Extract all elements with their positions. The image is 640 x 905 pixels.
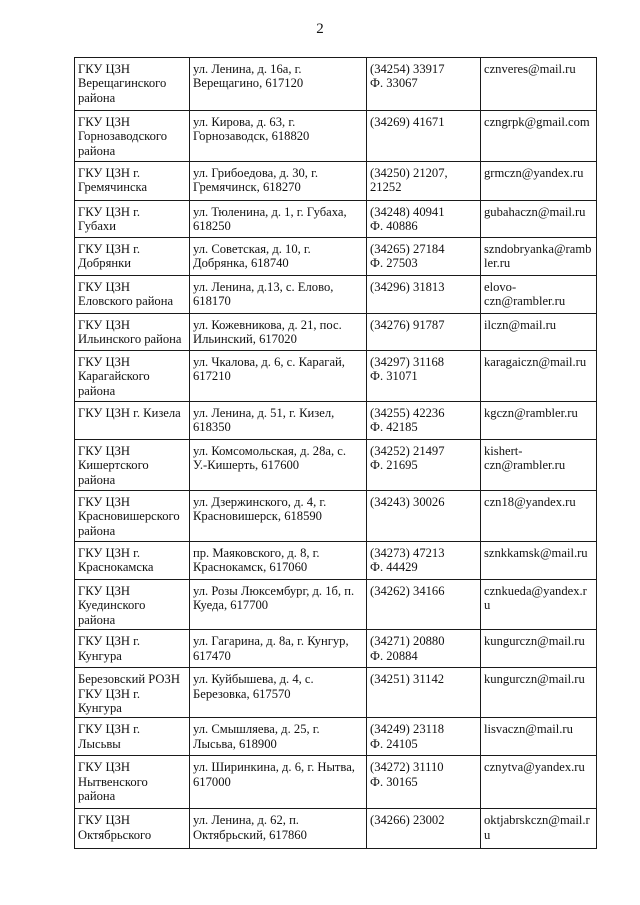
email-cell: kungurczn@mail.ru: [481, 668, 597, 718]
table-row: [75, 542, 597, 580]
org-cell: ГКУ ЦЗН Горнозаводского района: [75, 111, 190, 162]
phone-cell: (34276) 91787: [367, 314, 481, 351]
address-cell: ул. Дзержинского, д. 4, г. Красновишерск, 618590: [190, 491, 367, 542]
table-body: [75, 58, 597, 849]
phone-cell: (34248) 40941 Ф. 40886: [367, 201, 481, 238]
org-cell: ГКУ ЦЗН Кишертского района: [75, 440, 190, 491]
phone-cell: (34269) 41671: [367, 111, 481, 162]
address-cell: ул. Тюленина, д. 1, г. Губаха, 618250: [190, 201, 367, 238]
email-cell: cznytva@yandex.ru: [481, 756, 597, 809]
phone-cell: (34254) 33917 Ф. 33067: [367, 58, 481, 111]
email-cell: cznkueda@yandex.ru: [481, 580, 597, 630]
table-row: [75, 111, 597, 162]
phone-cell: (34265) 27184 Ф. 27503: [367, 238, 481, 276]
table-row: [75, 756, 597, 809]
address-cell: ул. Ширинкина, д. 6, г. Нытва, 617000: [190, 756, 367, 809]
address-cell: ул. Розы Люксембург, д. 1б, п. Куеда, 617700: [190, 580, 367, 630]
phone-cell: (34297) 31168 Ф. 31071: [367, 351, 481, 402]
email-cell: ilczn@mail.ru: [481, 314, 597, 351]
org-cell: ГКУ ЦЗН Карагайского района: [75, 351, 190, 402]
address-cell: ул. Куйбышева, д. 4, с. Березовка, 617570: [190, 668, 367, 718]
org-cell: ГКУ ЦЗН г. Губахи: [75, 201, 190, 238]
phone-cell: (34250) 21207, 21252: [367, 162, 481, 201]
table-row: [75, 580, 597, 630]
org-cell: ГКУ ЦЗН г. Лысьвы: [75, 718, 190, 756]
phone-cell: (34266) 23002: [367, 809, 481, 849]
address-cell: ул. Кожевникова, д. 21, пос. Ильинский, 617020: [190, 314, 367, 351]
phone-cell: (34251) 31142: [367, 668, 481, 718]
phone-cell: (34296) 31813: [367, 276, 481, 314]
table-row: [75, 491, 597, 542]
org-cell: ГКУ ЦЗН г. Добрянки: [75, 238, 190, 276]
table-row: [75, 718, 597, 756]
address-cell: ул. Ленина, д. 16а, г. Верещагино, 617120: [190, 58, 367, 111]
address-cell: ул. Кирова, д. 63, г. Горнозаводск, 618820: [190, 111, 367, 162]
org-cell: ГКУ ЦЗН Еловского района: [75, 276, 190, 314]
table-row: [75, 668, 597, 718]
address-cell: ул. Комсомольская, д. 28а, с. У.-Кишерть, 617600: [190, 440, 367, 491]
org-cell: ГКУ ЦЗН Ильинского района: [75, 314, 190, 351]
phone-cell: (34272) 31110 Ф. 30165: [367, 756, 481, 809]
address-cell: ул. Гагарина, д. 8а, г. Кунгур, 617470: [190, 630, 367, 668]
org-cell: Березовский РОЗН ГКУ ЦЗН г. Кунгура: [75, 668, 190, 718]
phone-cell: (34271) 20880 Ф. 20884: [367, 630, 481, 668]
email-cell: cznveres@mail.ru: [481, 58, 597, 111]
email-cell: kgczn@rambler.ru: [481, 402, 597, 440]
email-cell: czngrpk@gmail.com: [481, 111, 597, 162]
address-cell: ул. Ленина, д.13, с. Елово, 618170: [190, 276, 367, 314]
table-row: [75, 351, 597, 402]
table-row: [75, 402, 597, 440]
org-cell: ГКУ ЦЗН Нытвенского района: [75, 756, 190, 809]
address-cell: ул. Грибоедова, д. 30, г. Гремячинск, 618270: [190, 162, 367, 201]
email-cell: elovo- czn@rambler.ru: [481, 276, 597, 314]
table-row: [75, 276, 597, 314]
phone-cell: (34255) 42236 Ф. 42185: [367, 402, 481, 440]
email-cell: lisvaczn@mail.ru: [481, 718, 597, 756]
table-row: [75, 440, 597, 491]
table-row: [75, 630, 597, 668]
address-cell: ул. Ленина, д. 62, п. Октябрьский, 617860: [190, 809, 367, 849]
phone-cell: (34243) 30026: [367, 491, 481, 542]
org-cell: ГКУ ЦЗН г. Гремячинска: [75, 162, 190, 201]
table-row: [75, 58, 597, 111]
email-cell: karagaiczn@mail.ru: [481, 351, 597, 402]
address-cell: ул. Смышляева, д. 25, г. Лысьва, 618900: [190, 718, 367, 756]
org-cell: ГКУ ЦЗН Октябрьского: [75, 809, 190, 849]
email-cell: czn18@yandex.ru: [481, 491, 597, 542]
phone-cell: (34273) 47213 Ф. 44429: [367, 542, 481, 580]
phone-cell: (34262) 34166: [367, 580, 481, 630]
org-cell: ГКУ ЦЗН Красновишерского района: [75, 491, 190, 542]
address-cell: ул. Ленина, д. 51, г. Кизел, 618350: [190, 402, 367, 440]
phone-cell: (34252) 21497 Ф. 21695: [367, 440, 481, 491]
address-cell: пр. Маяковского, д. 8, г. Краснокамск, 617060: [190, 542, 367, 580]
table-row: [75, 238, 597, 276]
org-cell: ГКУ ЦЗН г. Краснокамска: [75, 542, 190, 580]
email-cell: kishert- czn@rambler.ru: [481, 440, 597, 491]
table-row: [75, 809, 597, 849]
email-cell: sznkkamsk@mail.ru: [481, 542, 597, 580]
email-cell: gubahaczn@mail.ru: [481, 201, 597, 238]
org-cell: ГКУ ЦЗН Верещагинского района: [75, 58, 190, 111]
email-cell: oktjabrskczn@mail.ru: [481, 809, 597, 849]
employment-centers-table: [74, 57, 597, 849]
page-number: 2: [316, 21, 324, 37]
org-cell: ГКУ ЦЗН г. Кунгура: [75, 630, 190, 668]
address-cell: ул. Советская, д. 10, г. Добрянка, 618740: [190, 238, 367, 276]
phone-cell: (34249) 23118 Ф. 24105: [367, 718, 481, 756]
table-row: [75, 201, 597, 238]
org-cell: ГКУ ЦЗН Куединского района: [75, 580, 190, 630]
table-row: [75, 314, 597, 351]
table-row: [75, 162, 597, 201]
address-cell: ул. Чкалова, д. 6, с. Карагай, 617210: [190, 351, 367, 402]
email-cell: grmczn@yandex.ru: [481, 162, 597, 201]
email-cell: kungurczn@mail.ru: [481, 630, 597, 668]
org-cell: ГКУ ЦЗН г. Кизела: [75, 402, 190, 440]
email-cell: szndobryanka@rambler.ru: [481, 238, 597, 276]
